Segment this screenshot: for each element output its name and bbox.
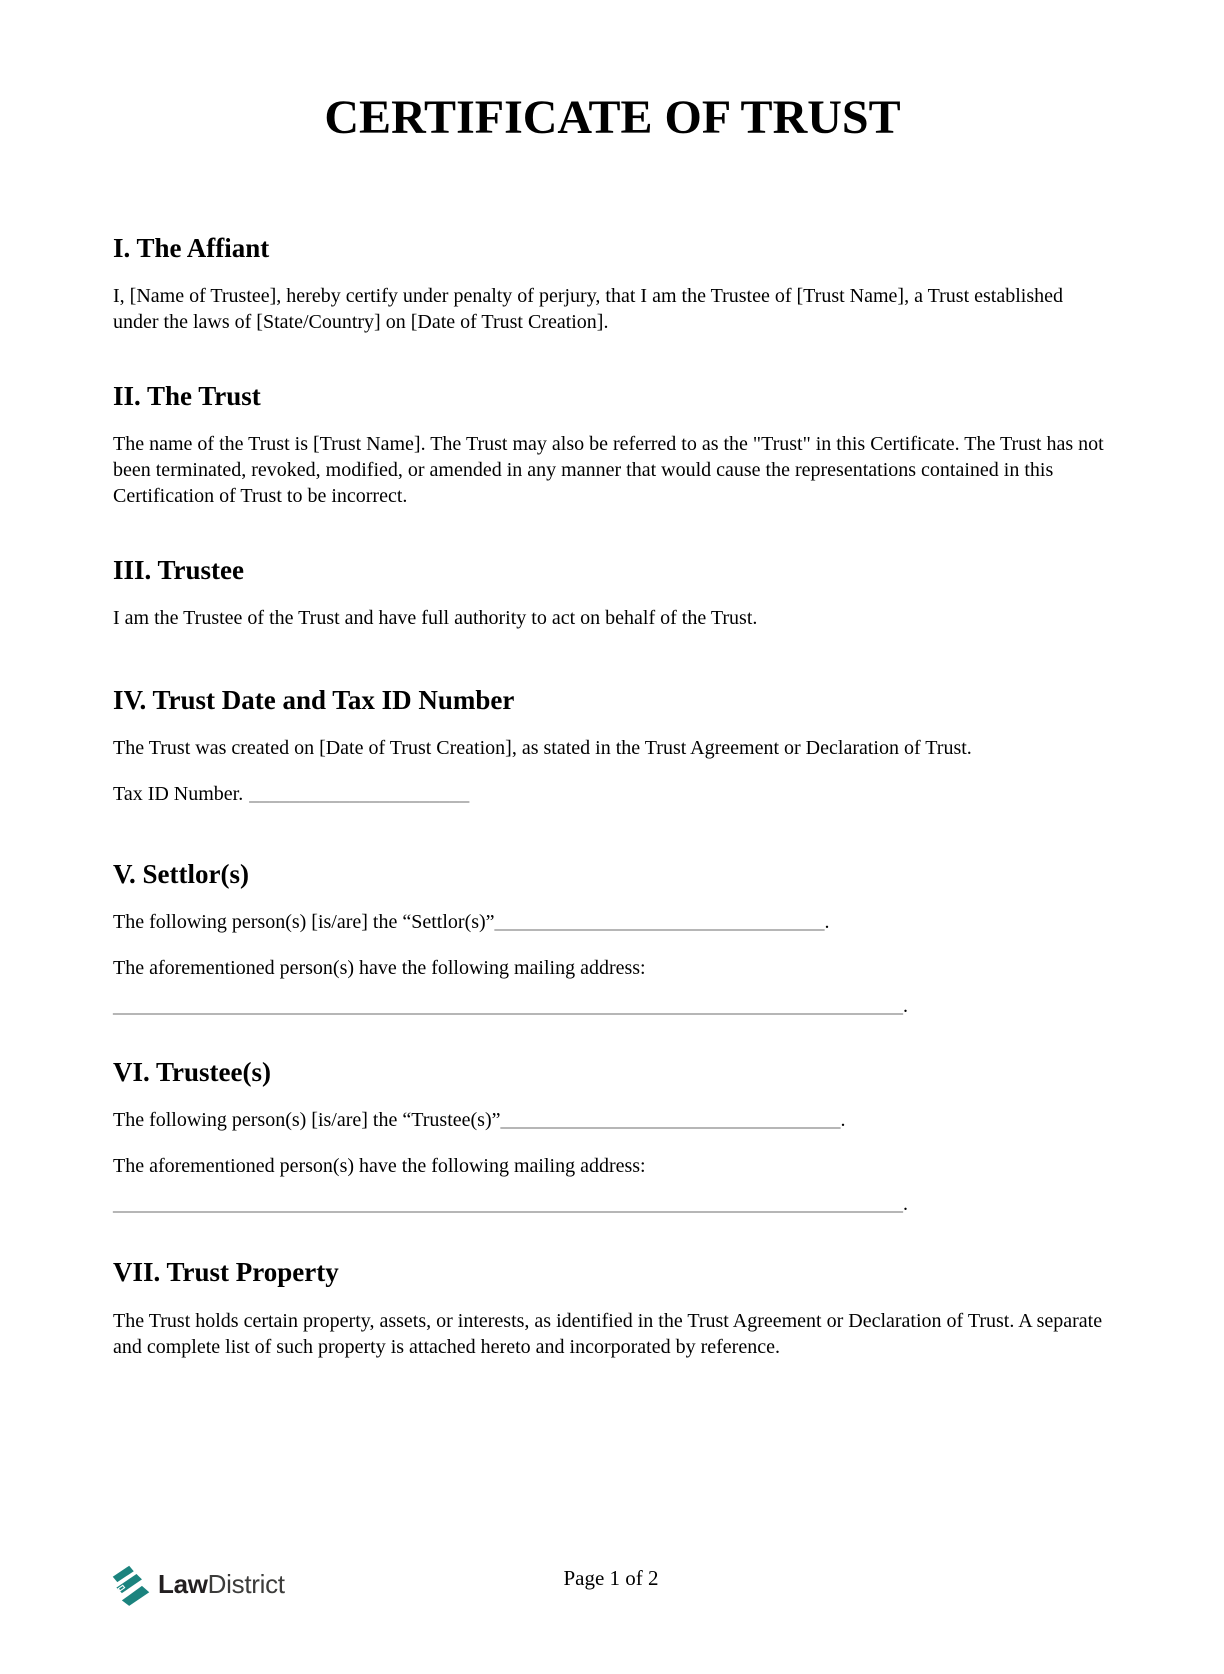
section-settlors-heading: V. Settlor(s) <box>113 859 249 890</box>
section-trust-property-paragraph: The Trust holds certain property, assets, or interests, as identified in the Trust Agreement or Declaration of Trust. A separate and complete list of such property is attached hereto and incorporated by reference. <box>113 1309 1103 1358</box>
section-affiant-heading: I. The Affiant <box>113 233 270 264</box>
section-trustees <box>113 1057 1112 1217</box>
section-trustees-heading: VI. Trustee(s) <box>113 1057 271 1088</box>
tax-id-label: Tax ID Number. <box>113 783 244 806</box>
page-footer <box>110 1556 1112 1606</box>
tax-id-blank-line: ______________________ <box>249 783 470 806</box>
section-trust-property-heading: VII. Trust Property <box>113 1257 339 1288</box>
section-trust-date-heading: IV. Trust Date and Tax ID Number <box>113 685 515 716</box>
section-affiant <box>113 233 1112 335</box>
settlors-address-label: The aforementioned person(s) have the following mailing address: <box>113 957 646 980</box>
trustees-address-line <box>113 1191 1112 1217</box>
trustees-address-blank-line: _______________________________________________________________________________ <box>113 1193 903 1216</box>
tax-id-line <box>113 781 1112 807</box>
settlors-name-line-period: . <box>824 911 830 934</box>
section-trustee <box>113 555 1112 631</box>
settlors-address-line <box>113 993 1112 1019</box>
section-trust-property <box>113 1257 1112 1359</box>
settlors-address-blank-line: _______________________________________________________________________________ <box>113 995 903 1018</box>
section-trustee-heading: III. Trustee <box>113 555 245 586</box>
logo-text-law: Law <box>158 1568 208 1599</box>
settlors-name-line <box>113 909 1112 935</box>
trustees-name-line-period: . <box>840 1109 846 1132</box>
lawdistrict-logo <box>110 1562 285 1606</box>
document-page <box>0 90 1224 1360</box>
trustees-address-line-period: . <box>903 1193 908 1216</box>
document-title: CERTIFICATE OF TRUST <box>324 91 901 144</box>
section-trustee-paragraph: I am the Trustee of the Trust and have full authority to act on behalf of the Trust. <box>113 607 758 630</box>
settlors-name-label: The following person(s) [is/are] the “Settlor(s)” <box>113 911 495 934</box>
section-trust-paragraph: The name of the Trust is [Trust Name]. The Trust may also be referred to as the "Trust" in this Certificate. The Trust has not been terminated, revoked, modified, or amended in any manner that would cause the representations contained in this Certification of Trust to be incorrect. <box>113 433 1104 508</box>
trustees-name-blank-line: __________________________________ <box>500 1109 841 1132</box>
section-trust-date-paragraph: The Trust was created on [Date of Trust Creation], as stated in the Trust Agreement or Declaration of Trust. <box>113 737 972 760</box>
section-trust-date-tax-id <box>113 685 1112 807</box>
settlors-address-line-period: . <box>903 995 908 1018</box>
section-settlors <box>113 859 1112 1019</box>
logo-text-district: District <box>207 1568 285 1599</box>
section-trust-heading: II. The Trust <box>113 381 261 412</box>
section-trust <box>113 381 1112 509</box>
settlors-name-blank-line: _________________________________ <box>494 911 825 934</box>
stacked-pages-icon <box>110 1562 152 1606</box>
trustees-name-label: The following person(s) [is/are] the “Trustee(s)” <box>113 1109 501 1132</box>
page-number-indicator: Page 1 of 2 <box>563 1566 659 1590</box>
trustees-name-line <box>113 1107 1112 1133</box>
trustees-address-label: The aforementioned person(s) have the following mailing address: <box>113 1155 646 1178</box>
section-affiant-paragraph: I, [Name of Trustee], hereby certify under penalty of perjury, that I am the Trustee of [Trust Name], a Trust established under the laws of [State/Country] on [Date of Trust Creation]. <box>113 285 1063 334</box>
